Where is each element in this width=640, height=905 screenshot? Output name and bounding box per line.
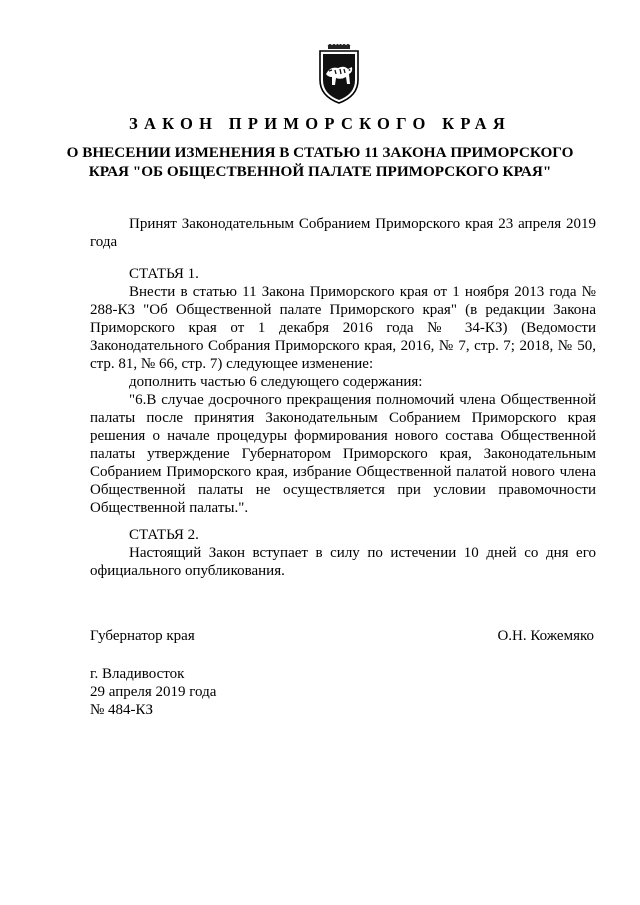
signing-place: г. Владивосток bbox=[90, 666, 185, 682]
law-number: № 484-КЗ bbox=[90, 702, 154, 718]
law-title: О ВНЕСЕНИИ ИЗМЕНЕНИЯ В СТАТЬЮ 11 ЗАКОНА ПРИМОРСКОГО КРАЯ "ОБ ОБЩЕСТВЕННОЙ ПАЛАТЕ ПРИМОРСКОГО КРАЯ" bbox=[66, 144, 574, 180]
signatory-name: О.Н. Кожемяко bbox=[497, 628, 594, 644]
signing-date: 29 апреля 2019 года bbox=[90, 684, 217, 700]
article-2-title: СТАТЬЯ 2. bbox=[129, 527, 199, 543]
article-2-text: Настоящий Закон вступает в силу по истечении 10 дней со дня его официального опубликования. bbox=[90, 545, 596, 579]
article-1-text: Внести в статью 11 Закона Приморского края от 1 ноября 2013 года № 288-КЗ "Об Общественной палате Приморского края" (в редакции Закона Приморского края от 1 декабря 2016 года № 34-КЗ) (Ведомости Законодательного Собрания Приморского края, 2016, № 7, стр. 7; 2018, № 50, стр. 81, № 66, стр. 7) следующее изменение: bbox=[90, 284, 596, 372]
article-1-addition: дополнить частью 6 следующего содержания: bbox=[129, 374, 423, 390]
coat-of-arms-icon bbox=[314, 44, 364, 104]
article-1-quote: "6.В случае досрочного прекращения полномочий члена Общественной палаты после принятия Законодательным Собранием Приморского края решения о начале процедуры формирования нового состава Общественной палаты утверждение Губернатором Приморского края, Законодательным Собранием Приморского края, избрание Общественной палатой нового члена Общественной палаты не осуществляется при условии правомочности Общественной палаты.". bbox=[90, 392, 596, 516]
adoption-statement: Принят Законодательным Собранием Приморского края 23 апреля 2019 года bbox=[90, 216, 596, 250]
law-heading: ЗАКОН ПРИМОРСКОГО КРАЯ bbox=[128, 114, 512, 133]
signatory-position: Губернатор края bbox=[90, 628, 195, 644]
article-1-title: СТАТЬЯ 1. bbox=[129, 266, 199, 282]
